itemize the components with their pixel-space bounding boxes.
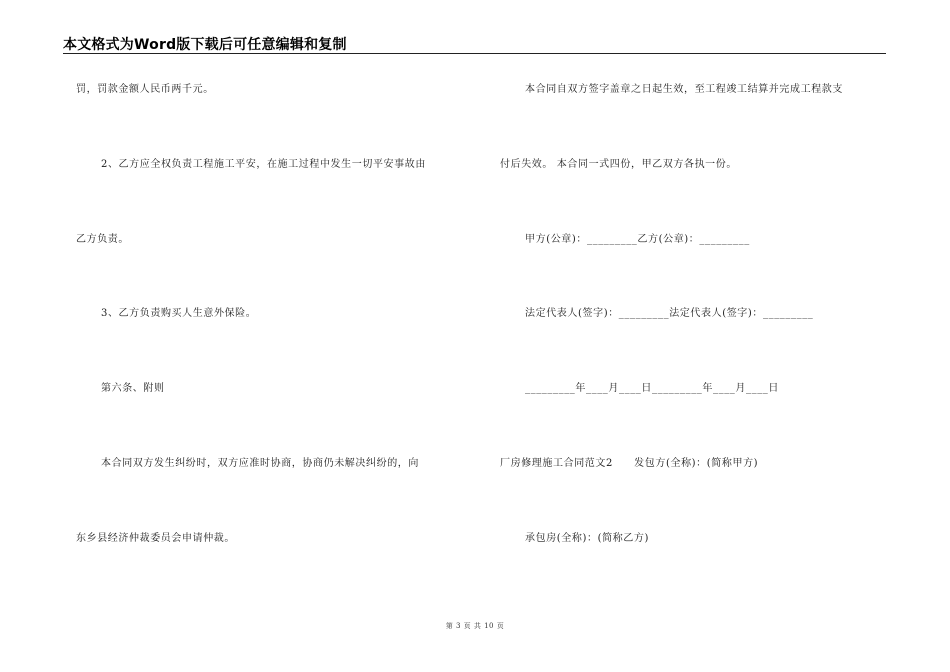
left-line-3: 乙方负责。 xyxy=(76,234,129,245)
page-footer: 第 3 页 共 10 页 xyxy=(445,622,505,630)
left-line-7: 东乡县经济仲裁委员会申请仲裁。 xyxy=(76,533,235,544)
header-title: 本文格式为Word版下载后可任意编辑和复制 xyxy=(63,37,347,53)
right-line-2: 付后失效。 本合同一式四份，甲乙双方各执一份。 xyxy=(500,159,737,170)
left-line-6: 本合同双方发生纠纷时，双方应准时协商，协商仍未解决纠纷的，向 xyxy=(101,458,419,469)
right-line-4: 法定代表人(签字)：_________法定代表人(签字)：_________ xyxy=(525,308,814,319)
right-line-1: 本合同自双方签字盖章之日起生效，至工程竣工结算并完成工程款支 xyxy=(525,84,843,95)
page-header xyxy=(63,33,886,54)
right-line-3: 甲方(公章)：_________乙方(公章)：_________ xyxy=(525,234,750,245)
right-line-6: 厂房修理施工合同范文2 发包方(全称)：(简称甲方) xyxy=(500,458,759,469)
left-line-4: 3、乙方负责购买人生意外保险。 xyxy=(101,308,257,319)
left-line-2: 2、乙方应全权负责工程施工平安，在施工过程中发生一切平安事故由 xyxy=(101,159,426,170)
right-line-7: 承包房(全称)：(简称乙方) xyxy=(525,533,650,544)
left-line-5: 第六条、附则 xyxy=(101,383,165,394)
right-line-5: _________年____月____日_________年____月____日 xyxy=(525,383,779,394)
left-line-1: 罚，罚款金额人民币两千元。 xyxy=(76,84,214,95)
